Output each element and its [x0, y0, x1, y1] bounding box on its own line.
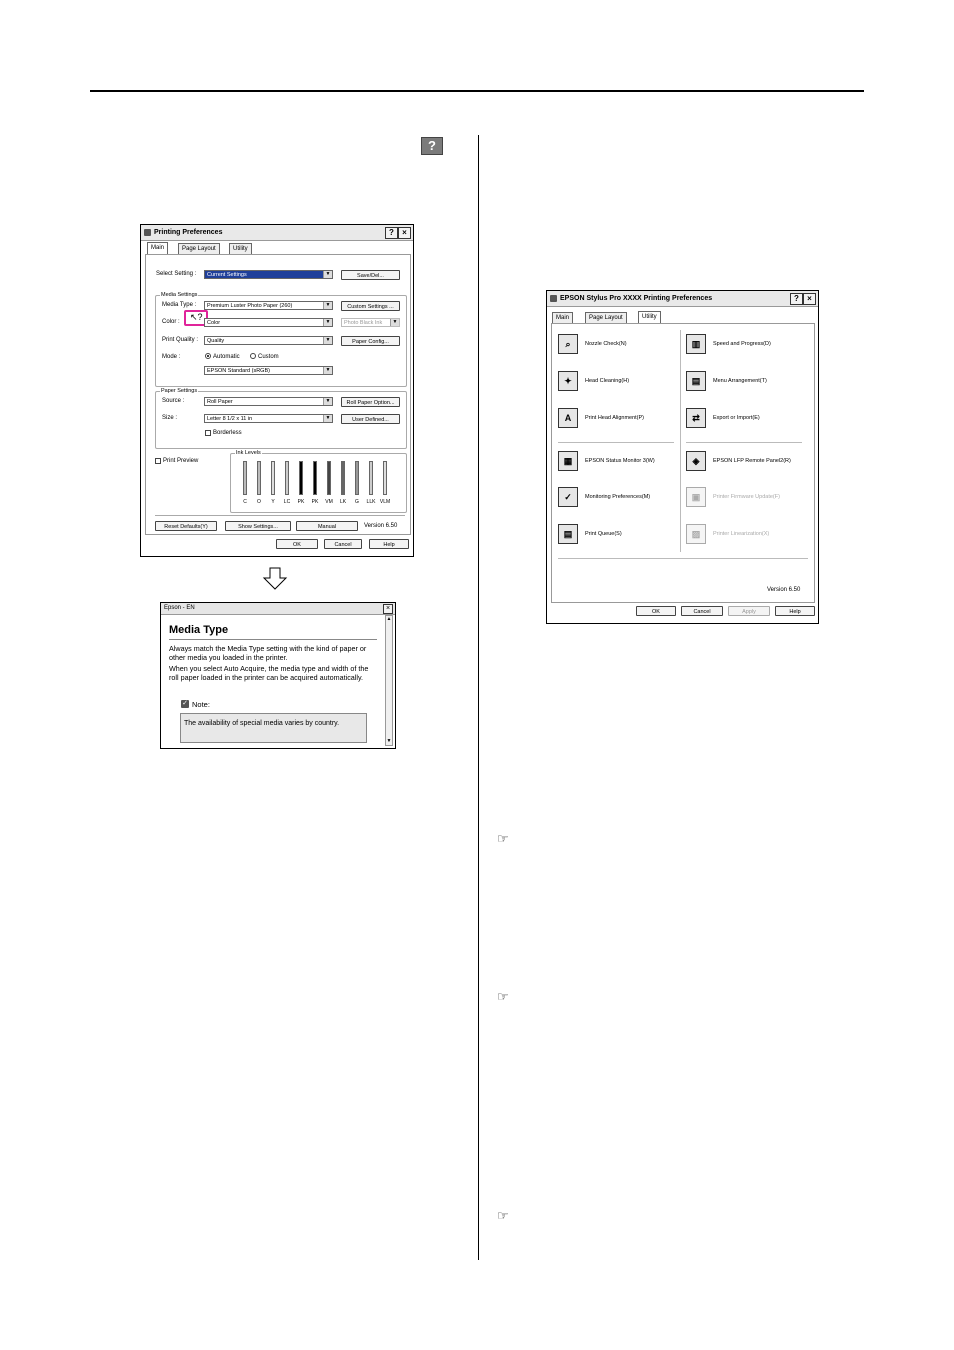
mode-custom-label: Custom — [258, 354, 279, 360]
dialog-titlebar — [141, 225, 413, 241]
paper-config-button[interactable]: Paper Config... — [341, 336, 400, 346]
note-label: Note: — [192, 700, 210, 709]
media-type-dropdown[interactable]: Premium Luster Photo Paper (260) ▼ — [204, 301, 333, 310]
utility-item-icon[interactable]: ⌕ — [558, 334, 578, 354]
utility-item-label[interactable]: Print Head Alignment(P) — [585, 415, 644, 421]
ink-bar — [243, 461, 247, 495]
ink-label: Y — [271, 499, 275, 505]
utility-divider-left — [558, 442, 674, 443]
scroll-up-icon[interactable]: ▲ — [386, 616, 392, 622]
help-scrollbar[interactable] — [385, 615, 393, 746]
column-divider — [478, 135, 479, 1260]
ink-bar — [341, 461, 345, 495]
close-icon[interactable]: × — [383, 604, 393, 614]
help-question-icon: ? — [421, 137, 443, 155]
utility-item-icon[interactable]: ◈ — [686, 451, 706, 471]
ink-label: VM — [325, 499, 333, 505]
print-preview-checkbox[interactable] — [155, 458, 161, 464]
color-label: Color : — [162, 319, 180, 325]
utility-item-icon[interactable]: ⇄ — [686, 408, 706, 428]
ok-button[interactable]: OK — [276, 539, 318, 549]
utility-item-label[interactable]: EPSON Status Monitor 3(W) — [585, 458, 655, 464]
borderless-label: Borderless — [213, 430, 242, 436]
utility-item-icon[interactable]: A — [558, 408, 578, 428]
ink-bar — [327, 461, 331, 495]
ink-bar — [285, 461, 289, 495]
utility-item-icon[interactable]: ✦ — [558, 371, 578, 391]
help-button[interactable]: Help — [369, 539, 409, 549]
help-paragraph-1: Always match the Media Type setting with the kind of paper or other media you loaded in the printer. — [169, 644, 367, 662]
utility-item-icon[interactable]: ▦ — [558, 451, 578, 471]
mode-label: Mode : — [162, 354, 181, 360]
select-setting-label: Select Setting : — [156, 271, 197, 277]
help-icon[interactable]: ? — [385, 227, 398, 239]
version-label: Version 6.50 — [364, 523, 398, 529]
roll-paper-option-button[interactable]: Roll Paper Option... — [341, 397, 400, 407]
help-icon[interactable]: ? — [790, 293, 803, 305]
utility-item-icon[interactable]: ✓ — [558, 487, 578, 507]
ink-levels-title: Ink Levels — [236, 450, 261, 456]
printing-preferences-dialog — [140, 224, 414, 557]
dialog-title: Printing Preferences — [154, 229, 223, 236]
close-icon[interactable]: × — [398, 227, 411, 239]
size-dropdown[interactable]: Letter 8 1/2 x 11 in ▼ — [204, 414, 333, 423]
printer-icon — [144, 229, 151, 236]
utility-item-label[interactable]: Export or Import(E) — [713, 415, 760, 421]
utility-item-label[interactable]: Menu Arrangement(T) — [713, 378, 767, 384]
tab-main[interactable]: Main — [147, 242, 168, 255]
help-titlebar — [161, 603, 395, 615]
print-preview-label: Print Preview — [163, 458, 199, 464]
utility-item-icon[interactable]: ▤ — [686, 371, 706, 391]
help-cursor-icon: ↖? — [190, 312, 203, 322]
ink-label: O — [257, 499, 261, 505]
utility-item-label[interactable]: Head Cleaning(H) — [585, 378, 630, 384]
mode-automatic-radio[interactable] — [205, 353, 211, 359]
top-rule — [90, 90, 864, 92]
utility-panel — [551, 323, 815, 603]
divider — [155, 515, 405, 516]
ink-bar — [299, 461, 303, 495]
mode-custom-radio[interactable] — [250, 353, 256, 359]
help-button[interactable]: Help — [775, 606, 815, 616]
utility-item-label[interactable]: Monitoring Preferences(M) — [585, 494, 651, 500]
ink-bar — [257, 461, 261, 495]
scroll-down-icon[interactable]: ▼ — [386, 738, 392, 744]
select-setting-dropdown[interactable]: Current Settings ▼ — [204, 270, 333, 279]
source-dropdown[interactable]: Roll Paper ▼ — [204, 397, 333, 406]
utility-dialog — [546, 290, 819, 624]
ink-label: LK — [339, 499, 347, 505]
borderless-checkbox[interactable] — [205, 430, 211, 436]
help-heading-rule — [169, 639, 377, 640]
ink-label: LLK — [366, 499, 376, 505]
utility-item-icon: ▣ — [686, 487, 706, 507]
utility-item-icon[interactable]: ▤ — [558, 524, 578, 544]
show-settings-button[interactable]: Show Settings... — [225, 521, 291, 531]
media-type-label: Media Type : — [162, 302, 197, 308]
color-dropdown[interactable]: Color ▼ — [204, 318, 333, 327]
hand-pointer-icon: ☞ — [497, 831, 509, 846]
manual-button[interactable]: Manual — [296, 521, 358, 531]
source-label: Source : — [162, 398, 185, 404]
utility-version: Version 6.50 — [767, 587, 801, 593]
note-text: The availability of special media varies by country. — [184, 720, 340, 727]
close-icon[interactable]: × — [803, 293, 816, 305]
ink-label: LC — [283, 499, 291, 505]
custom-settings-button[interactable]: Custom Settings ... — [341, 301, 400, 311]
ink-label: VLM — [379, 499, 391, 505]
hand-pointer-icon: ☞ — [497, 989, 509, 1004]
ink-bar — [313, 461, 317, 495]
ink-label: PK — [297, 499, 305, 505]
help-window-title: Epson - EN — [164, 605, 195, 611]
note-box — [180, 713, 367, 743]
ink-label: PK — [311, 499, 319, 505]
utility-item-label[interactable]: Print Queue(S) — [585, 531, 622, 537]
printer-icon — [550, 295, 557, 302]
tab-page-layout[interactable]: Page Layout — [178, 243, 220, 255]
utility-item-label[interactable]: Nozzle Check(N) — [585, 341, 627, 347]
ink-label: G — [355, 499, 359, 505]
utility-item-label: Printer Firmware Update(F) — [713, 494, 780, 500]
utility-item-label: Printer Linearization(X) — [713, 531, 770, 537]
utility-item-label[interactable]: Speed and Progress(D) — [713, 341, 771, 347]
apply-button: Apply — [728, 606, 770, 616]
save-del-button[interactable]: Save/Del... — [341, 270, 400, 280]
main-panel — [145, 254, 411, 535]
utility-divider-vertical — [680, 330, 681, 552]
utility-item-icon[interactable]: ▥ — [686, 334, 706, 354]
help-paragraph-2: When you select Auto Acquire, the media type and width of the roll paper loaded in the printer can be acquired automatically. — [169, 664, 369, 682]
utility-item-icon: ▨ — [686, 524, 706, 544]
down-arrow-icon — [262, 567, 288, 591]
utility-titlebar — [547, 291, 818, 307]
help-heading: Media Type — [169, 624, 229, 636]
hand-pointer-icon: ☞ — [497, 1208, 509, 1223]
color-mode-dropdown[interactable]: EPSON Standard (sRGB) ▼ — [204, 366, 333, 375]
tab-utility[interactable]: Utility — [229, 243, 252, 255]
tab-main[interactable]: Main — [552, 312, 573, 324]
help-window — [160, 602, 396, 749]
ink-bar — [383, 461, 387, 495]
reset-defaults-button[interactable]: Reset Defaults(Y) — [155, 521, 217, 531]
black-ink-dropdown: Photo Black Ink ▼ — [341, 318, 400, 327]
utility-divider-right — [686, 442, 802, 443]
media-settings-title: Media Settings — [161, 292, 198, 298]
cancel-button[interactable]: Cancel — [681, 606, 723, 616]
ok-button[interactable]: OK — [636, 606, 676, 616]
print-quality-label: Print Quality : — [162, 337, 199, 343]
size-label: Size : — [162, 415, 178, 421]
tab-page-layout[interactable]: Page Layout — [585, 312, 627, 324]
ink-bar — [369, 461, 373, 495]
cancel-button[interactable]: Cancel — [324, 539, 362, 549]
print-quality-dropdown[interactable]: Quality ▼ — [204, 336, 333, 345]
ink-label: C — [243, 499, 247, 505]
user-defined-button[interactable]: User Defined... — [341, 414, 400, 424]
tab-utility[interactable]: Utility — [638, 311, 661, 324]
paper-settings-title: Paper Settings — [161, 388, 198, 394]
ink-bar — [355, 461, 359, 495]
mode-automatic-label: Automatic — [213, 354, 240, 360]
utility-item-label[interactable]: EPSON LFP Remote Panel2(R) — [713, 458, 791, 464]
ink-bar — [271, 461, 275, 495]
utility-divider-bottom — [558, 558, 808, 559]
check-icon: ✓ — [182, 700, 188, 707]
utility-dialog-title: EPSON Stylus Pro XXXX Printing Preferences — [560, 295, 713, 302]
